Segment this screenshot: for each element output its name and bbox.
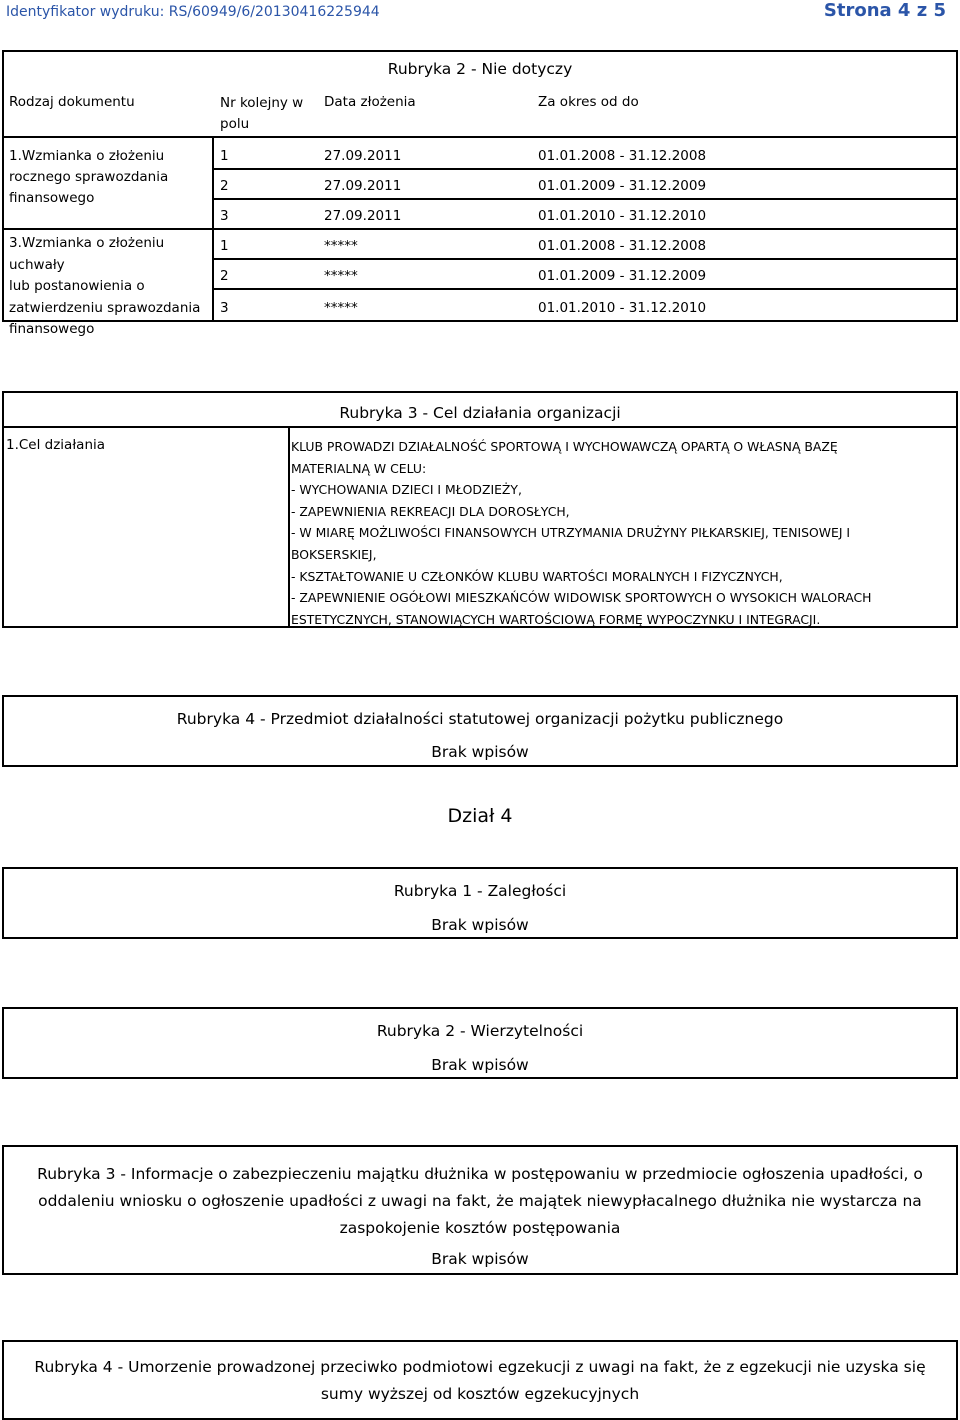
label-column-divider [212,138,214,320]
cel-dzialania-label: 1.Cel działania [6,437,106,453]
row-line [214,198,956,200]
g2-r3-data: ***** [324,300,358,316]
page-number: Strona 4 z 5 [823,0,946,21]
g2-r1-nr: 1 [220,238,229,254]
g2-r2-nr: 2 [220,268,229,284]
g2-r3-nr: 3 [220,300,229,316]
dzial4-rubryka-2-title: Rubryka 2 - Wierzytelności [376,1022,584,1040]
cel-dzialania-text: KLUB PROWADZI DZIAŁALNOŚĆ SPORTOWĄ I WYCHOWAWCZĄ OPARTĄ O WŁASNĄ BAZĘ MATERIALNĄ W CELU: - WYCHOWANIA DZIECI I MŁODZIEŻY, - ZAPEWNIENIA REKREACJI DLA DOROSŁYCH, - W MIARĘ MOŻLIWOŚCI FINANSOWYCH UTRZYMANIA DRUŻYNY PIŁKARSKIEJ, TENISOWEJ I BOKSERSKIEJ, - KSZTAŁTOWANIE U CZŁONKÓW KLUBU WARTOŚCI MORALNYCH I FIZYCZNYCH, - ZAPEWNIENIE OGÓŁOWI MIESZKAŃCÓW WIDOWISK SPORTOWYCH O WYSOKICH WALORACH ESTETYCZNYCH, STANOWIĄCYCH WARTOŚCIOWĄ FORMĘ WYPOCZYNKU I INTEGRACJI. [291,439,872,627]
dzial4-rubryka-1-empty: Brak wpisów [431,916,529,934]
dzial4-rubryka-4-title: Rubryka 4 - Umorzenie prowadzonej przeciwko podmiotowi egzekucji z uwagi na fakt, że z egzekucji nie uzyska się sumy wyższej od kosztów egzekucyjnych [34,1358,926,1403]
rubryka-3-divider [4,426,956,428]
dzial4-rubryka-2-empty: Brak wpisów [431,1056,529,1074]
col-header-data: Data złożenia [324,94,416,110]
g2-r2-okres: 01.01.2009 - 31.12.2009 [538,268,707,284]
group-divider [4,228,956,230]
dzial4-rubryka-1-title: Rubryka 1 - Zaległości [393,882,567,900]
col-header-okres: Za okres od do [538,94,639,110]
g1-r2-data: 27.09.2011 [324,178,402,194]
g2-r2-data: ***** [324,268,358,284]
g1-r1-data: 27.09.2011 [324,148,402,164]
g1-r3-nr: 3 [220,208,229,224]
print-header [0,0,960,24]
g2-r3-okres: 01.01.2010 - 31.12.2010 [538,300,707,316]
g1-r3-data: 27.09.2011 [324,208,402,224]
row-line [214,288,956,290]
row-line [214,258,956,260]
rubryka-4-title: Rubryka 4 - Przedmiot działalności statutowej organizacji pożytku publicznego [176,710,784,728]
col-header-rodzaj: Rodzaj dokumentu [9,94,135,110]
rubryka-4-empty: Brak wpisów [431,743,529,761]
g1-r1-nr: 1 [220,148,229,164]
g1-r2-nr: 2 [220,178,229,194]
dzial-4-title: Dział 4 [447,805,513,827]
dzial4-rubryka-4-section [2,1340,958,1420]
col-header-nr: Nr kolejny w polu [220,95,304,132]
cel-column-divider [288,428,290,626]
print-identifier: Identyfikator wydruku: RS/60949/6/20130416225944 [6,4,380,20]
rubryka-2-title: Rubryka 2 - Nie dotyczy [387,60,573,78]
rubryka-3-title: Rubryka 3 - Cel działania organizacji [339,404,621,422]
row-line [214,168,956,170]
group1-label: 1.Wzmianka o złożeniu rocznego sprawozdania finansowego [9,148,169,206]
group2-label: 3.Wzmianka o złożeniu uchwały lub postanowienia o zatwierdzeniu sprawozdania finansowego [9,235,201,337]
header-divider [4,136,956,138]
g2-r1-data: ***** [324,238,358,254]
g1-r1-okres: 01.01.2008 - 31.12.2008 [538,148,707,164]
rubryka-2-section [2,50,958,337]
g2-r1-okres: 01.01.2008 - 31.12.2008 [538,238,707,254]
g1-r2-okres: 01.01.2009 - 31.12.2009 [538,178,707,194]
dzial4-rubryka-3-title: Rubryka 3 - Informacje o zabezpieczeniu majątku dłużnika w postępowaniu w przedmiocie ogłoszenia upadłości, o oddaleniu wniosku o ogłoszenie upadłości z uwagi na fakt, że majątek niewypłacalnego dłużnika nie wystarcza na zaspokojenie kosztów postępowania [37,1165,923,1237]
g1-r3-okres: 01.01.2010 - 31.12.2010 [538,208,707,224]
dzial4-rubryka-3-empty: Brak wpisów [431,1250,529,1268]
